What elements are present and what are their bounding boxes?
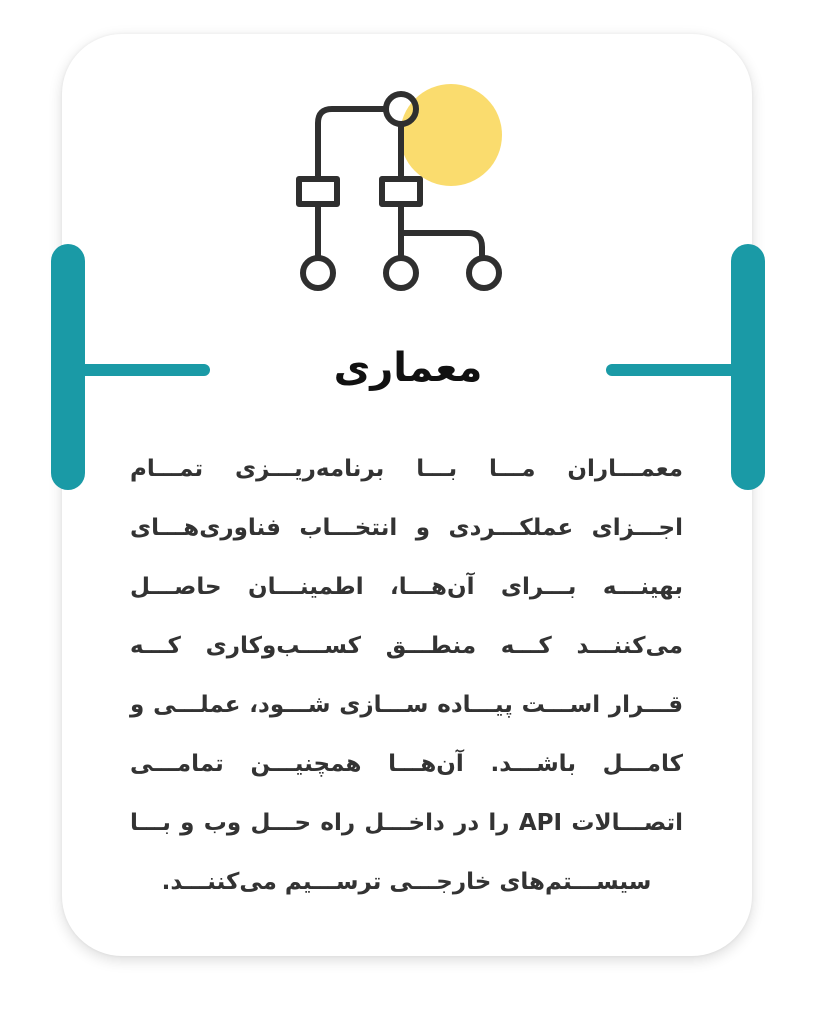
card-description: معمـــاران مـــا بـــا برنامه‌ریـــزی تمـــام اجـــزای عملکـــردی و انتخـــاب فناوری‌هـــای بهینـــه بـــرای آن‌هـــا، اطمینـــان حاصـــل می‌کننـــد کـــه منطـــق کســـب‌وکاری کـــه قـــرار اســـت پیـــاده ســـازی شـــود، عملـــی و کامـــل باشـــد. آن‌هـــا همچنیـــن تمامـــی اتصـــالات API را در داخـــل راه حـــل وب و بـــا سیســـتم‌های خارجـــی ترســـیم می‌کننـــد. bbox=[130, 456, 683, 895]
right-bracket-line bbox=[606, 364, 750, 376]
left-bracket-line bbox=[70, 364, 210, 376]
card-title: معماری bbox=[333, 345, 483, 391]
architecture-hierarchy-icon bbox=[290, 84, 514, 298]
